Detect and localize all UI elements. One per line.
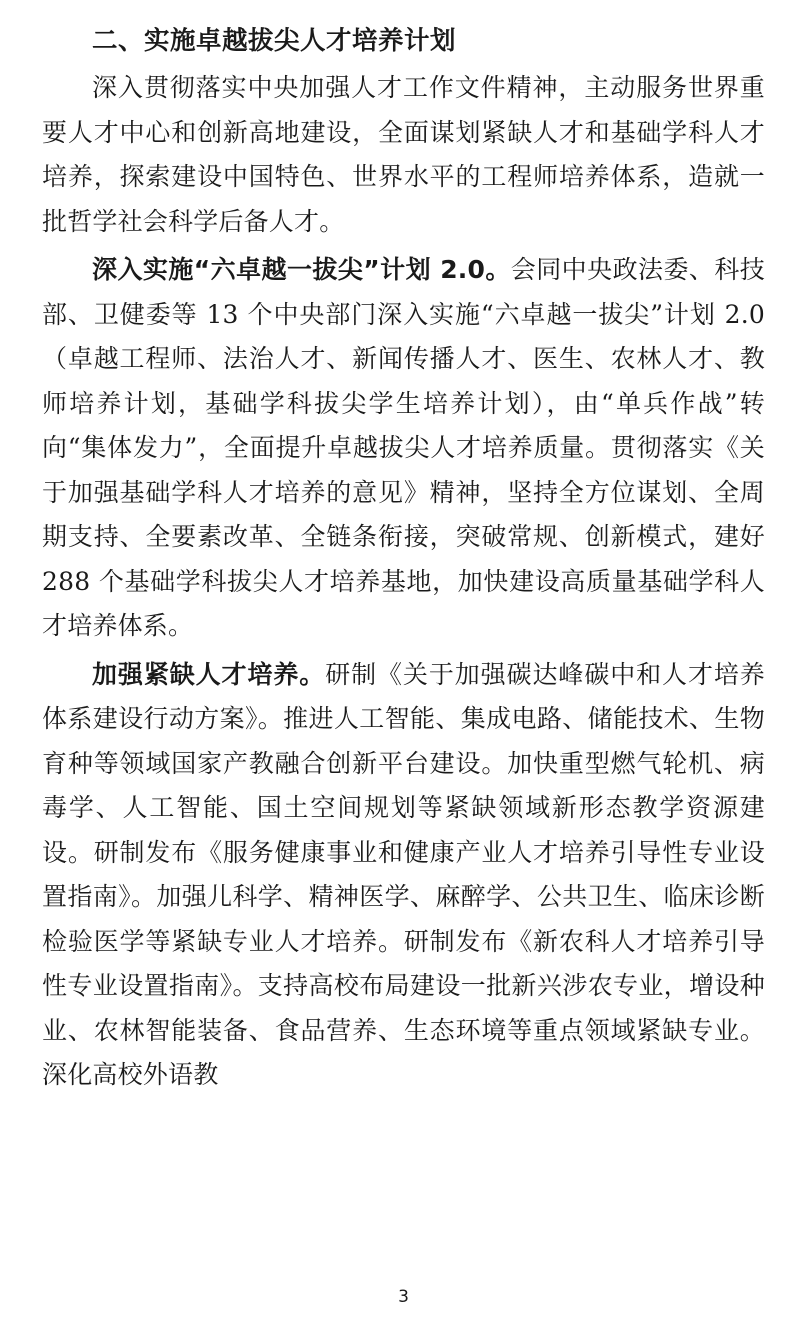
paragraph-3-body: 研制《关于加强碳达峰碳中和人才培养体系建设行动方案》。推进人工智能、集成电路、储能技术、生物育种等领域国家产教融合创新平台建设。加快重型燃气轮机、病毒学、人工智能、国土空间规划等紧缺领域新形态教学资源建设。研制发布《服务健康事业和健康产业人才培养引导性专业设置指南》。加强儿科学、精神医学、麻醉学、公共卫生、临床诊断检验医学等紧缺专业人才培养。研制发布《新农科人才培养引导性专业设置指南》。支持高校布局建设一批新兴涉农专业，增设种业、农林智能装备、食品营养、生态环境等重点领域紧缺专业。深化高校外语教 xyxy=(42,659,765,1090)
paragraph-1 xyxy=(42,66,765,244)
paragraph-2-body: 会同中央政法委、科技部、卫健委等 13 个中央部门深入实施“六卓越一拔尖”计划 2.0（卓越工程师、法治人才、新闻传播人才、医生、农林人才、教师培养计划，基础学科拔尖学生培养计划），由“单兵作战”转向“集体发力”，全面提升卓越拔尖人才培养质量。贯彻落实《关于加强基础学科人才培养的意见》精神，坚持全方位谋划、全周期支持、全要素改革、全链条衔接，突破常规、创新模式，建好 288 个基础学科拔尖人才培养基地，加快建设高质量基础学科人才培养体系。 xyxy=(42,255,765,641)
paragraph-3 xyxy=(42,653,765,1098)
paragraph-2 xyxy=(42,248,765,649)
page-number: 3 xyxy=(398,1287,409,1307)
paragraph-1-body: 深入贯彻落实中央加强人才工作文件精神，主动服务世界重要人才中心和创新高地建设，全面谋划紧缺人才和基础学科人才培养，探索建设中国特色、世界水平的工程师培养体系，造就一批哲学社会科学后备人才。 xyxy=(42,73,765,236)
paragraph-3-lead: 加强紧缺人才培养。 xyxy=(92,659,326,689)
paragraph-2-lead: 深入实施“六卓越一拔尖”计划 2.0。 xyxy=(92,255,511,285)
section-heading: 二、实施卓越拔尖人才培养计划 xyxy=(92,26,457,56)
